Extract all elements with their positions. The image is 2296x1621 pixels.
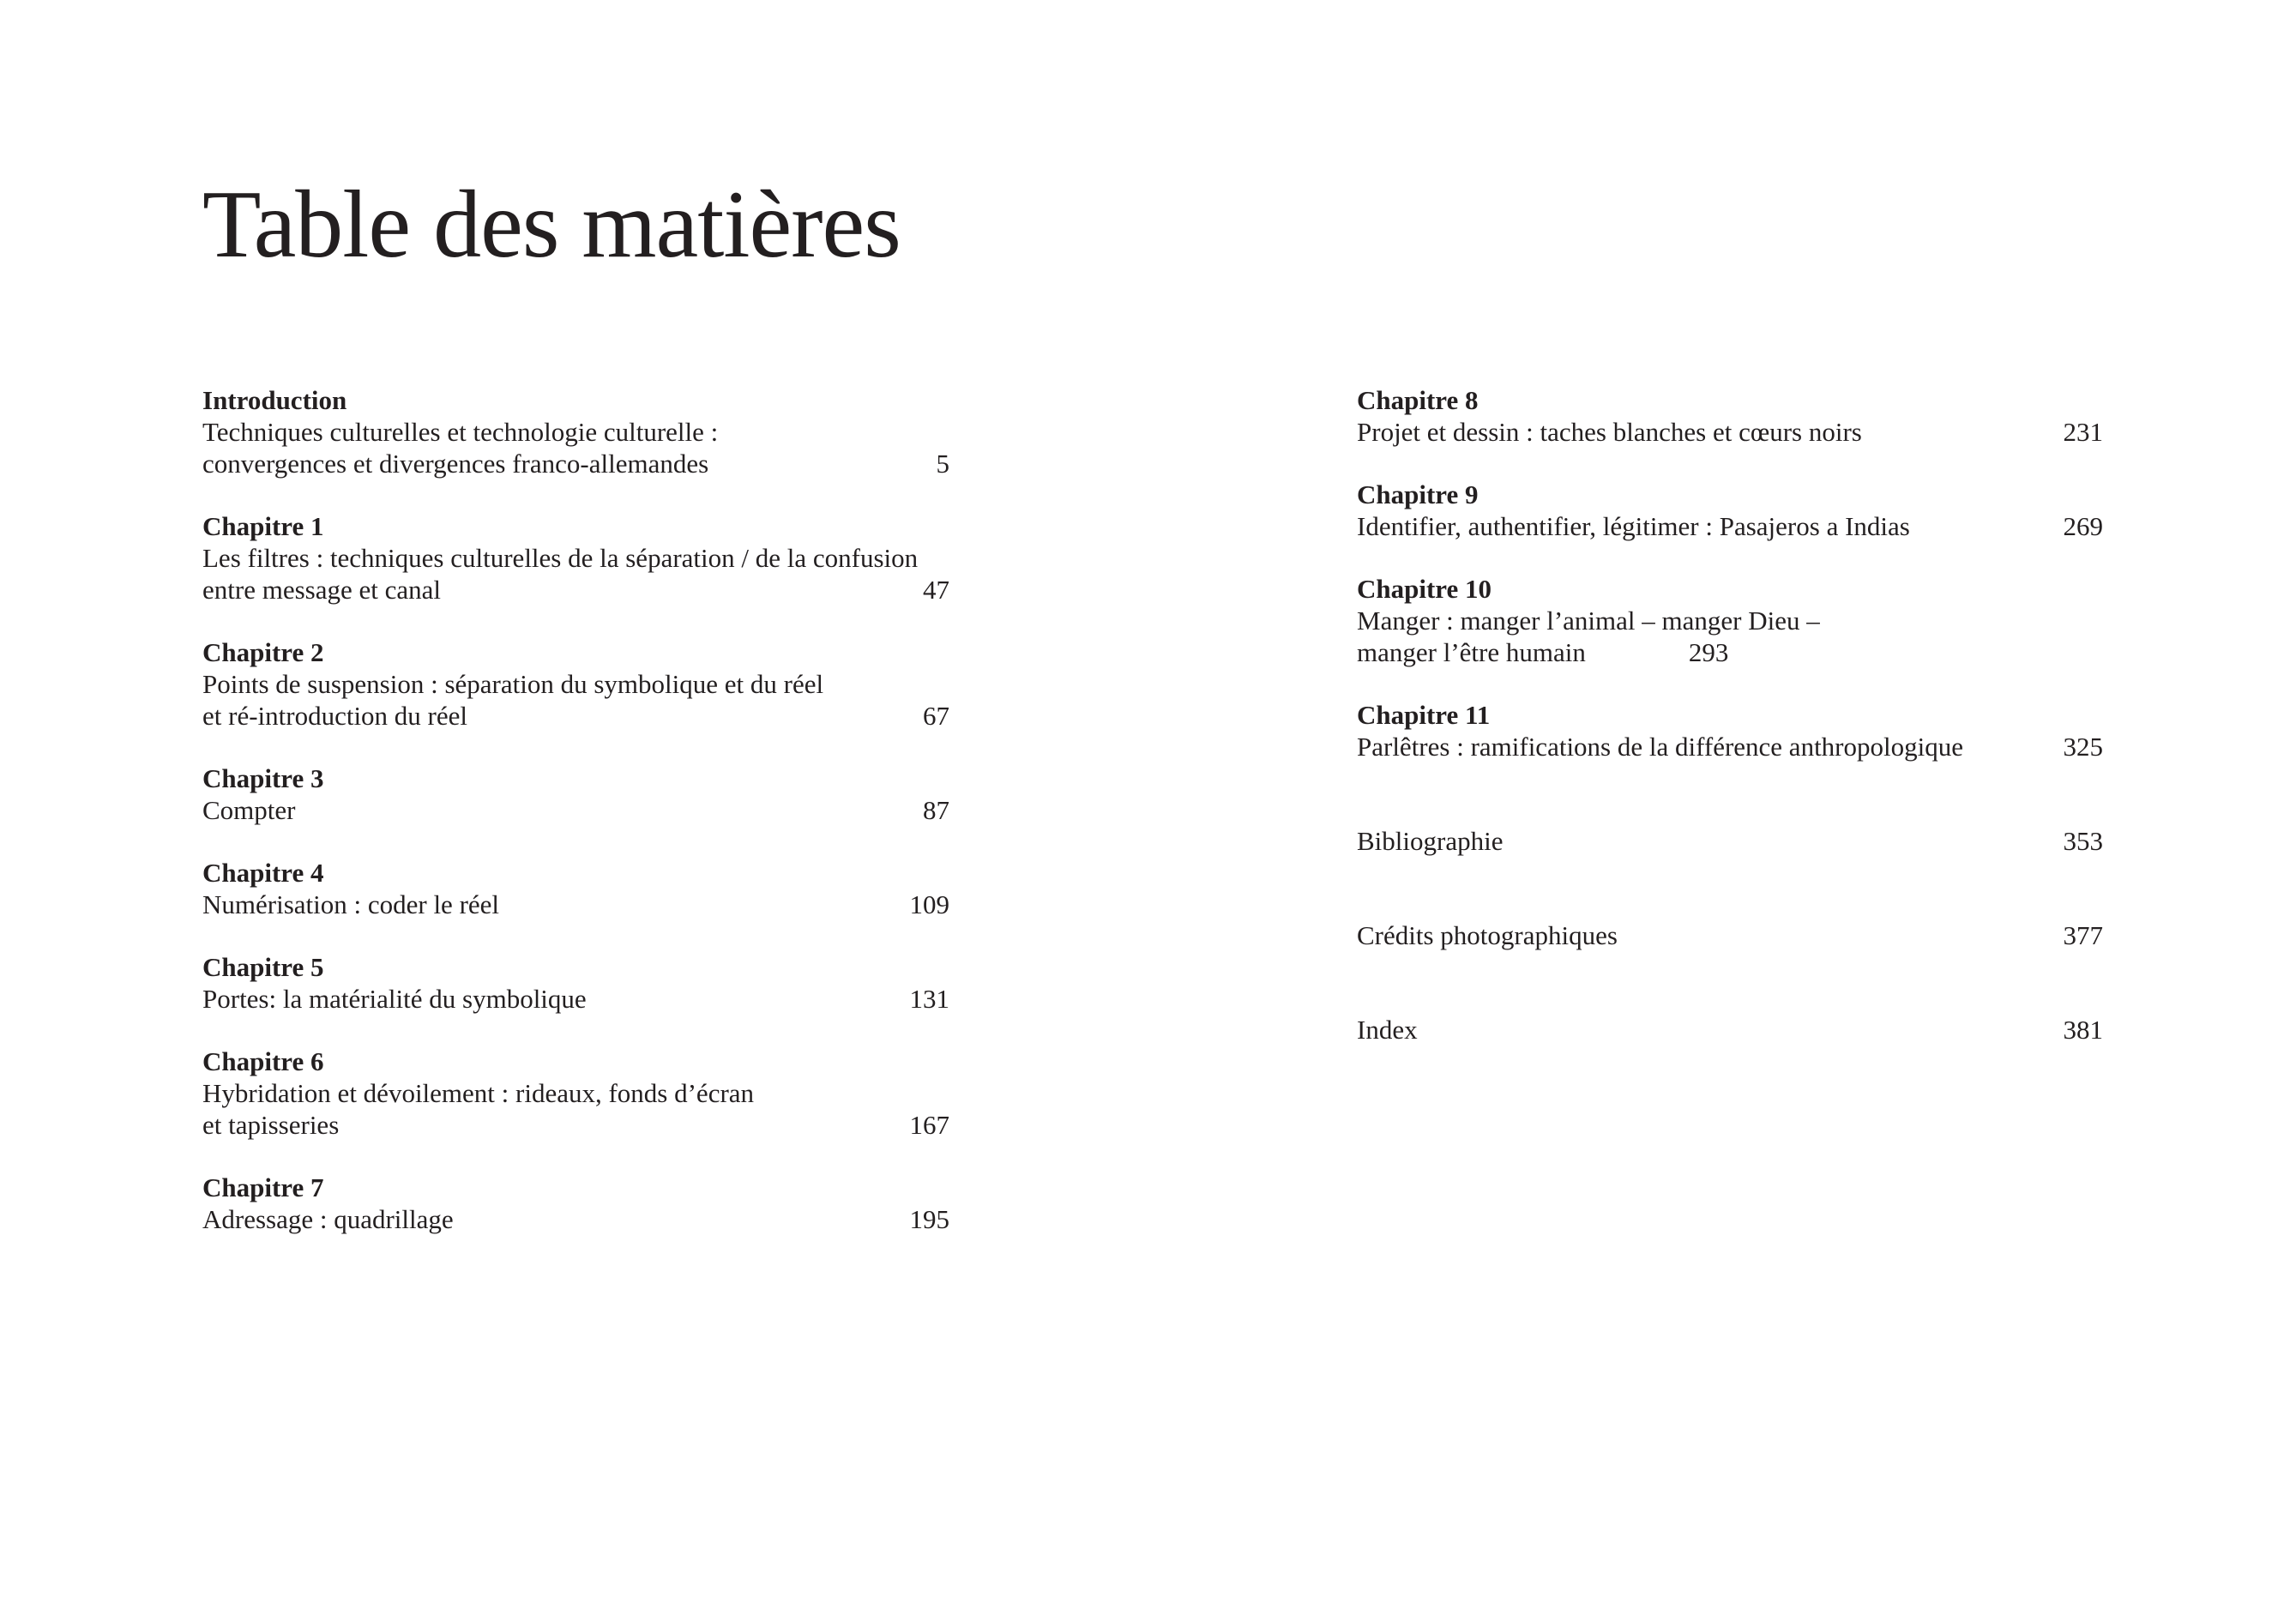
toc-entry-chapter-3[interactable] [202, 762, 949, 826]
entry-title-line: Manger : manger l’animal – manger Dieu – [1357, 606, 1820, 636]
entry-title-line: Parlêtres : ramifications de la différence anthropologique [1357, 732, 1963, 762]
entry-title-line: Identifier, authentifier, légitimer : Pasajeros a Indias [1357, 511, 1910, 541]
toc-left-column [202, 384, 949, 1235]
entry-heading: Chapitre 6 [202, 1046, 324, 1076]
entry-heading: Chapitre 9 [1357, 479, 1479, 509]
entry-title-line: Points de suspension : séparation du symbolique et du réel [202, 669, 824, 699]
entry-title-line: manger l’être humain [1357, 637, 1586, 667]
entry-page-number: 167 [909, 1110, 949, 1140]
toc-entry-chapter-2[interactable] [202, 636, 949, 732]
entry-page-number: 377 [2063, 920, 2103, 950]
entry-page-number: 381 [2063, 1015, 2103, 1045]
toc-entry-chapter-8[interactable] [1357, 384, 2103, 448]
entry-page-number: 109 [909, 889, 949, 919]
entry-heading: Chapitre 4 [202, 858, 324, 888]
entry-heading: Chapitre 2 [202, 637, 324, 667]
entry-title-line: Les filtres : techniques culturelles de la séparation / de la confusion [202, 543, 919, 573]
entry-heading: Chapitre 11 [1357, 700, 1491, 730]
toc-entry-chapter-6[interactable] [202, 1046, 949, 1141]
entry-title-line: convergences et divergences franco-allemandes [202, 449, 709, 479]
entry-title-line: Crédits photographiques [1357, 920, 1618, 950]
entry-page-number: 353 [2063, 826, 2103, 856]
entry-page-number: 195 [909, 1204, 949, 1234]
toc-right-column [1357, 384, 2103, 1046]
entry-page-number: 67 [923, 701, 949, 731]
entry-heading: Chapitre 7 [202, 1172, 324, 1202]
entry-title-line: et tapisseries [202, 1110, 340, 1140]
entry-title-line: entre message et canal [202, 575, 441, 605]
entry-title-line: Projet et dessin : taches blanches et cœurs noirs [1357, 417, 1862, 447]
entry-title-line: Compter [202, 795, 296, 825]
toc-entry-chapter-11[interactable] [1357, 699, 2103, 762]
toc-entry-chapter-1[interactable] [202, 510, 949, 606]
entry-page-number: 231 [2063, 417, 2103, 447]
toc-entry-bibliographie[interactable] [1357, 825, 2103, 857]
toc-entry-chapter-10[interactable] [1357, 573, 2103, 668]
entry-title-line: Bibliographie [1357, 826, 1504, 856]
toc-entry-chapter-4[interactable] [202, 857, 949, 920]
toc-entry-introduction[interactable] [202, 384, 949, 479]
toc-entry-credits-photographiques[interactable] [1357, 919, 2103, 951]
entry-title-line: Numérisation : coder le réel [202, 889, 500, 919]
entry-page-number: 47 [923, 575, 949, 605]
entry-heading: Chapitre 10 [1357, 574, 1492, 604]
entry-page-number: 293 [1688, 637, 1729, 667]
entry-heading: Chapitre 8 [1357, 385, 1479, 415]
entry-page-number: 87 [923, 795, 949, 825]
entry-page-number: 5 [936, 449, 949, 479]
toc-entry-chapter-7[interactable] [202, 1172, 949, 1235]
toc-entry-chapter-5[interactable] [202, 951, 949, 1015]
entry-title-line: Index [1357, 1015, 1418, 1045]
entry-heading: Chapitre 5 [202, 952, 324, 982]
entry-title-line: Techniques culturelles et technologie culturelle : [202, 417, 719, 447]
entry-heading: Chapitre 3 [202, 763, 324, 793]
toc-entry-index[interactable] [1357, 1014, 2103, 1046]
toc-entry-chapter-9[interactable] [1357, 479, 2103, 542]
entry-page-number: 131 [909, 984, 949, 1014]
entry-title-line: Hybridation et dévoilement : rideaux, fonds d’écran [202, 1078, 755, 1108]
entry-title-line: Portes: la matérialité du symbolique [202, 984, 587, 1014]
entry-heading: Chapitre 1 [202, 511, 324, 541]
entry-title-line: et ré-introduction du réel [202, 701, 468, 731]
entry-title-line: Adressage : quadrillage [202, 1204, 454, 1234]
entry-heading: Introduction [202, 385, 347, 415]
entry-page-number: 269 [2063, 511, 2103, 541]
page-title: Table des matières [202, 172, 901, 278]
entry-page-number: 325 [2063, 732, 2103, 762]
